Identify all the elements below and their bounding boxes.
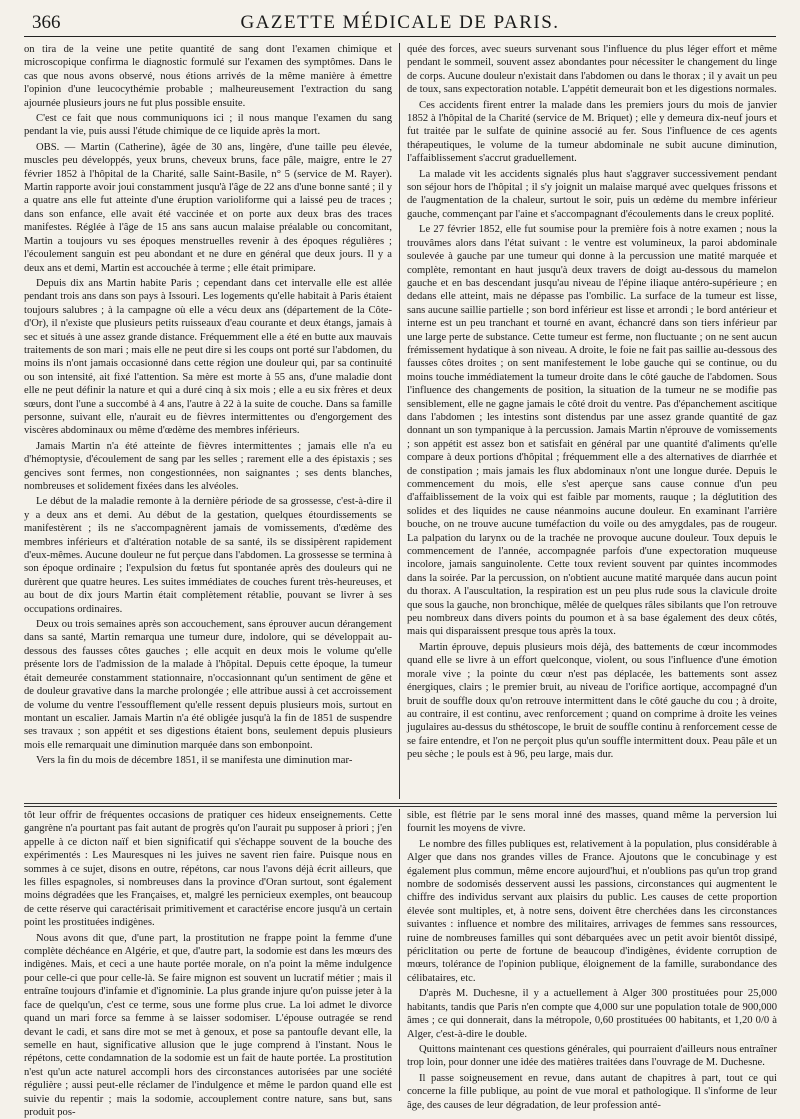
- paragraph: La malade vit les accidents signalés plus haut s'aggraver successivement pendant son séjour hors de l'hôpital ; il s'y joignit un malaise marqué avec quelques frissons et de l'augmentation de la chaleur, surtout le soir, puis un œdème du membre inférieur gauche, commençant par l'aine et s'accompagnant d'écoulements dans le creux poplité.: [407, 168, 777, 220]
- paragraph: on tira de la veine une petite quantité de sang dont l'examen chimique et microscopique confirma le diagnostic formulé sur l'examen des symptômes. Dans le cas que nous avons observé, nous étions arrivés de la même manière à émettre l'opinion d'une leucocythémie probable ; malheureusement l'extraction du sang ajournée plusieurs jours ne fut plus possible ensuite.: [24, 44, 392, 109]
- top-right-column: [407, 43, 777, 799]
- paragraph: quée des forces, avec sueurs survenant sous l'influence du plus léger effort et même pendant le sommeil, souvent assez abondantes pour nécessiter le changement du linge de corps. Aucune douleur n'existait dans l'abdomen ou dans le thorax ; il y avait un peu de toux, sans expectoration notable. L'appétit demeurait bon et les digestions normales.: [407, 44, 777, 96]
- section-divider-second: [24, 806, 777, 807]
- paragraph: Vers la fin du mois de décembre 1851, il se manifesta une diminution mar-: [36, 755, 353, 767]
- paragraph: Le nombre des filles publiques est, relativement à la population, plus considérable à Alger que dans nos grandes villes de France. Ajoutons que le concubinage y est également plus commun, même encore aujourd'hui, et n'oublions pas qu'un trop grand nombre de sodomisés desservent aussi les passions, circonstances qui augmentent le chiffre des individus servant aux plaisirs du public. Les causes de cette proportion élevée sont multiples, et, à notre sens, doivent être cherchées dans les circonstances suivantes : influence et nombre des militaires, arrivages de femmes sans ressources, ruine de nombreuses familles qui sont débarquées avec un petit avoir bientôt dissipé, périclitation ou perte de fortune de beaucoup d'indigènes, évidente corruption de mœurs, tolérance de l'opinion publique, éloignement de la famille, surabondance des célibataires, etc.: [407, 838, 777, 984]
- paragraph: D'après M. Duchesne, il y a actuellement à Alger 300 prostituées pour 25,000 habitants, tandis que Paris n'en compte que 4,000 sur une population totale de 900,000 âmes ; ce qui donnerait, dans la métropole, 0,60 prostituées 00 habitants, et 1,20 0/0 à Alger, c'est-à-dire le double.: [407, 988, 777, 1040]
- paragraph: Le 27 février 1852, elle fut soumise pour la première fois à notre examen ; nous la trouvâmes alors dans l'état suivant : le ventre est volumineux, la paroi abdominale soulevée à gauche par une tumeur qui donne à la percussion une matité marquée et complète, remontant en haut jusqu'à deux travers de doigt au-dessous du mamelon gauche et en bas descendant jusqu'au niveau de l'épine iliaque antéro-supérieure ; en dedans elle atteint, mais ne dépasse pas l'ombilic. La surface de la tumeur est lisse, sans aucune saillie partielle ; son bord inférieur est lisse et arrondi ; le bord antérieur et interne est un peu tranchant et tourné en avant, échancré dans son tiers inférieur par une large perte de substance. Cette tumeur est ferme, non fluctuante ; on ne sent aucun frémissement hydatique à son niveau. A droite, le foie ne fait pas saillie au-dessous des fausses côtes droites ; on sent manifestement le lobe gauche qui se continue, ou du moins touche immédiatement la tumeur droite dans le côté gauche de l'abdomen. Sous l'influence des changements de position, la situation de la tumeur ne se modifie pas sensiblement, elle ne gagne jamais le côté droit du ventre. Pas d'épanchement ascitique dans l'abdomen ; les intestins sont distendus par une assez grande quantité de gaz donnant un son tympanique à la percussion. Jamais Martin n'éprouve de vomissements ; son appétit est assez bon et satisfait en général par une quantité d'aliments qu'elle compare à deux portions d'hôpital ; fréquemment elle a des alternatives de diarrhée et de constipation ; mais jamais les flux abdominaux n'ont une longue durée. Depuis le commencement du mois, elle s'est aperçue sans cause connue d'un peu d'affaiblissement de la voix qui est faible par moments, rauque ; la déglutition des solides et des liquides ne cause néanmoins aucune douleur. En examinant l'arrière bouche, on ne trouve aucune tuméfaction du voile ou des amygdales, pas de rougeur. La palpation du larynx ou de la trachée ne provoque aucune douleur. Toux depuis le commencement de l'année, accompagnée parfois d'une expectoration muqueuse incolore, jamais sanguinolente. Cette toux revient souvent par quintes incommodes dans la soirée. Par la percussion, on n'obtient aucune matité marquée dans aucun point du thorax. A l'auscultation, la respiration est un peu plus rude sous la clavicule droite que sous la gauche, non bronchique, mêlée de quelques râles sibilants que l'on retrouve peu nombreux dans divers points du poumon et à sa base également des deux côtés, mais qui disparaissent presque tous après la toux.: [407, 224, 777, 638]
- column-divider-bottom: [399, 809, 400, 1091]
- column-divider-top: [399, 43, 400, 799]
- paragraph: Quittons maintenant ces questions générales, qui pourraient d'ailleurs nous entraîner trop loin, pour donner une idée des matières traitées dans l'ouvrage de M. Duchesne.: [407, 1043, 777, 1069]
- paragraph: Le début de la maladie remonte à la dernière période de sa grossesse, c'est-à-dire il y a deux ans et demi. Au début de la gestation, quelques étourdissements se manifestèrent ; ils ne s'accompagnèrent jamais de vomissements, d'œdème des membres inférieurs et d'altération notable de sa santé, ils se dissipèrent rapidement d'eux-mêmes. Aucune douleur ne fut perçue dans l'abdomen. La grossesse se termina à son époque ordinaire ; l'expulsion du fœtus fut spontanée après des douleurs qui ne durèrent que quatre heures. Les suites immédiates de couches furent très-heureuses, et au bout de dix jours Martin était complètement rétablie, pouvant se livrer à ses occupations ordinaires.: [24, 496, 393, 615]
- bottom-left-column: [24, 809, 393, 1118]
- paragraph: Il passe soigneusement en revue, dans autant de chapitres à part, tout ce qui concerne la fille publique, au point de vue moral et pathologique. Il s'informe de leur âge, des causes de leur dégradation, de leur profession anté-: [407, 1072, 777, 1111]
- paragraph: Martin éprouve, depuis plusieurs mois déjà, des battements de cœur incommodes quand elle se livre à un effort quelconque, violent, ou sous l'influence d'une émotion morale vive ; la pointe du cœur n'est pas déplacée, les battements sont assez énergiques, clairs ; le premier bruit, au niveau de l'orifice aortique, accompagné d'un bruit de souffle doux qu'on retrouve intermittent dans le côté gauche du cou ; à droite, au contraire, il est continu, avec renforcement ; quand on comprime à droite les veines jugulaires au-dessus du sthétoscope, le bruit de souffle continu à renforcement cesse de se faire entendre, et l'on ne perçoit plus qu'un souffle intermittent doux. Peau pâle et un peu sèche ; le pouls est à 96, peu large, mais dur.: [407, 641, 777, 761]
- page-header: [24, 10, 776, 37]
- top-left-column: [24, 43, 392, 799]
- page-number: 366: [32, 12, 61, 33]
- running-title: GAZETTE MÉDICALE DE PARIS.: [240, 12, 560, 33]
- paragraph: Nous avons dit que, d'une part, la prostitution ne frappe point la femme d'une complète déchéance en Algérie, et que, d'autre part, la sodomie est dans les mœurs des indigènes. Mais, et ceci a une haute portée morale, on n'a point la même indulgence pour celle-ci que pour celle-là. Se faire mignon est souvent un lucratif métier ; mais il entraîne toujours d'infamie et d'ignominie. La plus grande injure qu'on puisse jeter à la face de quelqu'un, c'est ce terme, sous une forme plus crue. La loi admet le divorce quand un mari force sa femme à se laisser sodomiser. L'épouse outragée se rend devant le cadi, et sans dire mot se met à genoux, et pose sa pantoufle devant elle, la semelle en haut, significative allusion que le juge comprend à l'instant. Nous le répétons, cette condamnation de la sodomie est un fait de haute portée. La prostitution n'est qu'un acte naturel accompli hors des circonstances autorisées par une société régulière ; aussi peut-elle réclamer de l'indulgence et même le pardon quand elle est suivie du repentir ; mais la sodomie, accouplement contre nature, sans but, sans produit pos-: [24, 932, 392, 1118]
- paragraph: Depuis dix ans Martin habite Paris ; cependant dans cet intervalle elle est allée pendant trois ans dans son pays à Issouri. Les logements qu'elle habitait à Paris étaient toujours salubres ; à la campagne où elle a vécu deux ans (département de la Côte-d'Or), il n'existe que plusieurs petits ruisseaux d'eau courante et deux étangs, jamais à sec et situés à une assez grande distance. Fréquemment elle a été en butte aux mauvais traitements de son mari ; mais elle ne peut dire si les coups ont porté sur l'abdomen, du moins ils n'ont jamais occasionné dans cette région une douleur qui, par sa continuité ou son intensité, ait fixé l'attention. Sa mère est morte à 55 ans, d'une maladie dont elle ne peut définir la nature et qui a duré cinq à six mois ; elle a eu six frères et deux sœurs, dont l'une a succombé à 4 ans, l'autre à 22 à la suite de couche. Dans sa famille personne, suivant elle, n'aurait eu de fièvres intermittentes ou d'engorgement des viscères abdominaux ou même d'œdème des membres inférieurs.: [24, 277, 392, 437]
- paragraph: tôt leur offrir de fréquentes occasions de pratiquer ces hideux enseignements. Cette gangrène n'a pourtant pas fait autant de progrès qu'on l'aurait pu supposer à priori ; j'en appelle à ce dicton naïf et bien significatif qui s'échappe souvent de la bouche des expérimentés : Les Mauresques ni les juives ne savent rien faire. Puisque nous en sommes à ce sujet, disons en outre, répétons, car nous l'avons déjà écrit ailleurs, que les filles espagnoles, si nombreuses dans la province d'Oran surtout, sont également moins dégradées que les Françaises, et, malgré les pernicieux exemples, ont beaucoup de cette réserve qui caractérisait primitivement et caractérise encore jusqu'à un certain point les prostituées indigènes.: [24, 810, 393, 929]
- paragraph: Ces accidents firent entrer la malade dans les premiers jours du mois de janvier 1852 à l'hôpital de la Charité (service de M. Briquet) ; elle y demeura dix-neuf jours et fut traitée par le sulfate de quinine associé au fer. Sous l'influence de ces agents thérapeutiques, le volume de la tumeur abdominale ne subit aucune diminution, l'affaiblissement s'accrut graduellement.: [407, 99, 777, 165]
- paragraph: sible, est flétrie par le sens moral inné des masses, quand même la perversion lui fournit les moyens de vivre.: [407, 810, 777, 835]
- observation-paragraph: OBS. — Martin (Catherine), âgée de 30 ans, lingère, d'une taille peu élevée, muscles peu développés, yeux bruns, cheveux bruns, face pâle, maigre, entre le 27 février 1852 à l'hôpital de la Charité, salle Saint-Basile, n° 5 (service de M. Rayer). Martin rapporte avoir joui constamment jusqu'à l'âge de 22 ans d'une bonne santé ; il y a quatre ans elle fut atteinte d'une éruption varioliforme qui a laissé peu de traces ; dans son enfance, elle avait été vaccinée et on porte aux deux bras des traces manifestes. Réglée à l'âge de 15 ans sans aucun malaise préalable ou concomitant, Martin a toujours vu ses époques menstruelles revenir à des époques régulières ; l'écoulement sanguin est peu abondant et ne dure en général que deux jours. Il y a deux ans et demi, Martin est accouchée à terme ; elle était primipare.: [24, 141, 392, 274]
- paragraph: Jamais Martin n'a été atteinte de fièvres intermittentes ; jamais elle n'a eu d'hémoptysie, d'écoulement de sang par les selles ; rarement elle a des épistaxis ; ses gencives sont fermes, non congestionnées, non saignantes ; ses dents blanches, nombreuses et solidement fixées dans les alvéoles.: [24, 440, 392, 492]
- paragraph: Deux ou trois semaines après son accouchement, sans éprouver aucun dérangement dans sa santé, Martin remarqua une tumeur dure, indolore, qui se développait au-dessous des fausses côtes gauches ; elle acquit en deux mois le volume qu'elle présente lors de l'admission de la malade à l'hôpital. Depuis cette époque, la tumeur était demeurée constamment stationnaire, n'occasionnant qu'un sentiment de gêne et de douleur gravative dans la marche prolongée ; elle attribue aussi à cet accroissement de volume du ventre l'essoufflement qu'elle ressent depuis plusieurs mois, surtout en montant un escalier. Jamais Martin n'a été obligée jusqu'à la fin de 1851 de suspendre ses travaux ; son appétit et ses digestions étaient bons, seulement depuis plusieurs mois elle remarquait une diminution marquée dans son embonpoint.: [24, 619, 392, 751]
- bottom-right-column: [407, 809, 777, 1111]
- paragraph: C'est ce fait que nous communiquons ici ; il nous manque l'examen du sang pendant la vie, puis aussi l'étude chimique de ce liquide après la mort.: [24, 113, 392, 138]
- section-divider: [24, 803, 777, 804]
